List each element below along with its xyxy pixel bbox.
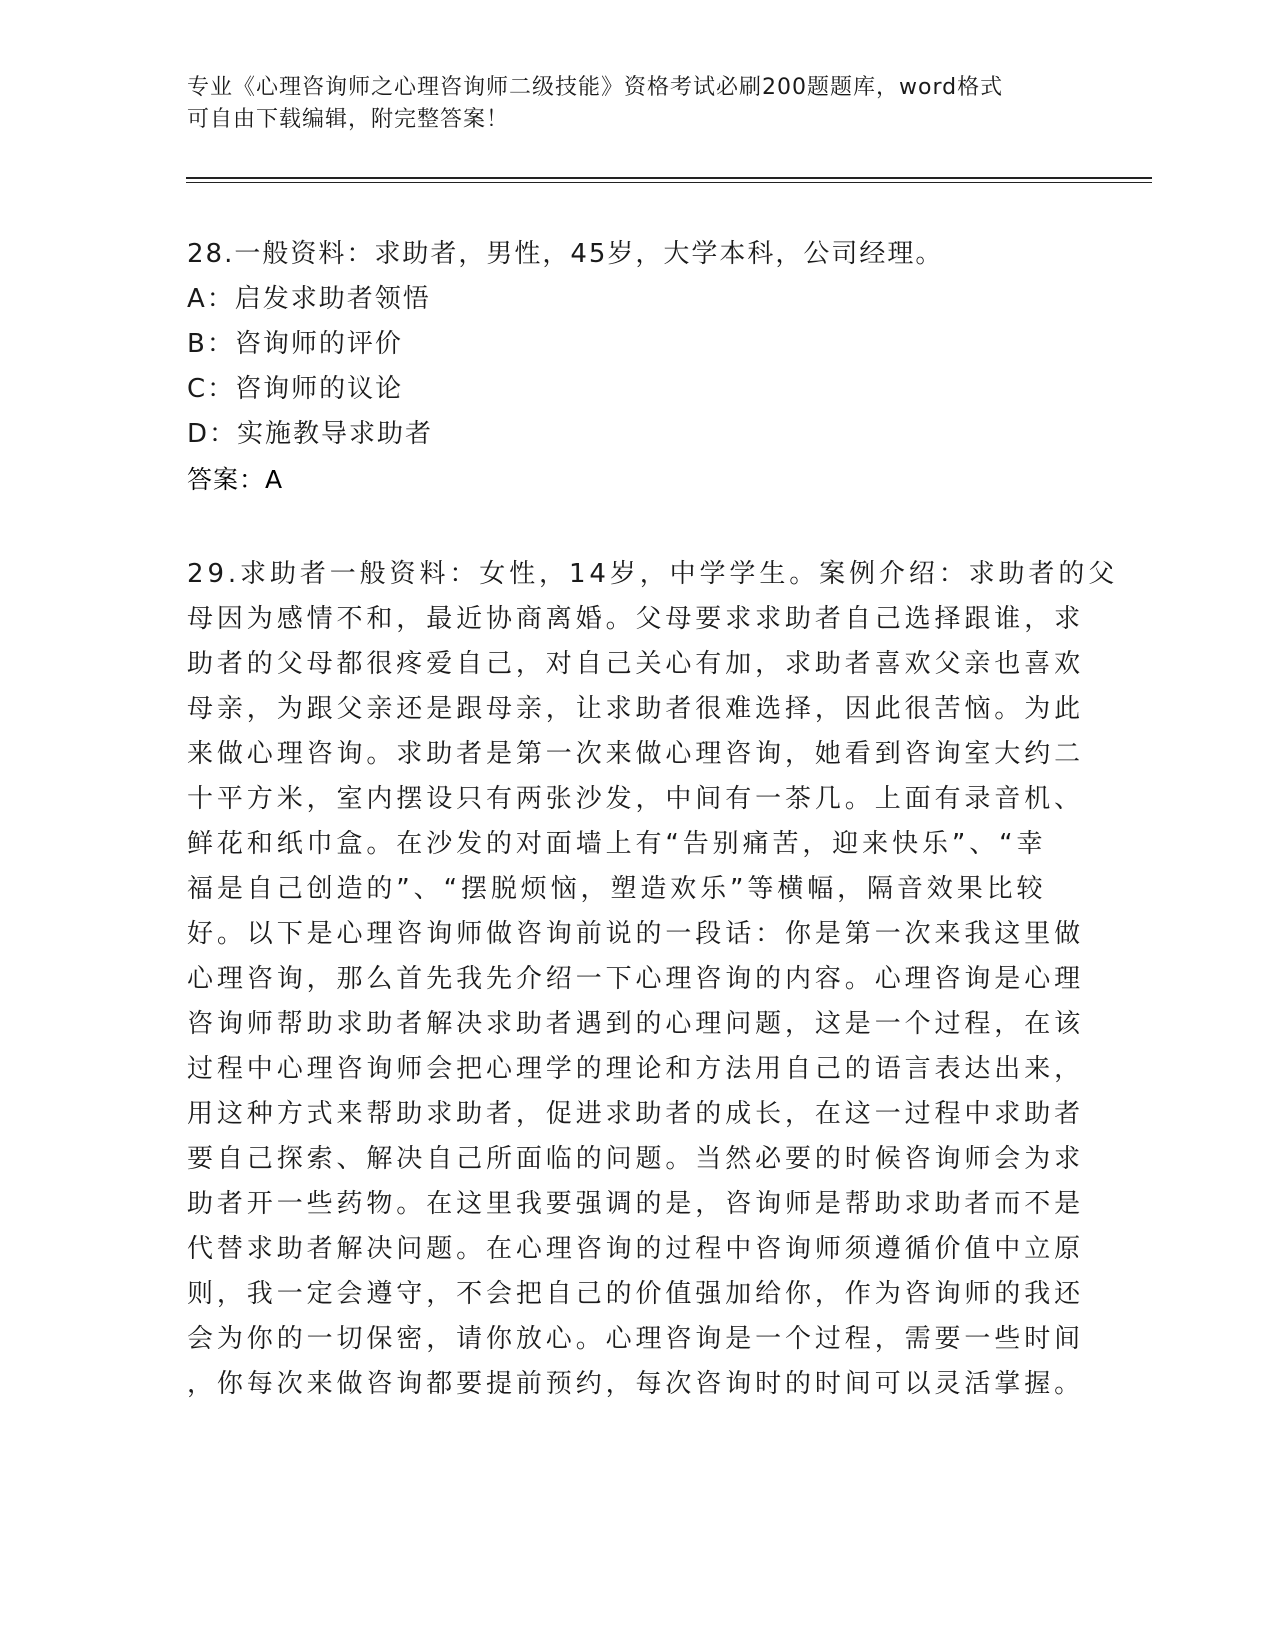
question-28-option-a: A：启发求助者领悟 bbox=[187, 284, 431, 314]
question-29-line: 会为你的一切保密，请你放心。心理咨询是一个过程，需要一些时间 bbox=[187, 1324, 1085, 1354]
question-28-stem: 28.一般资料：求助者，男性，45岁，大学本科，公司经理。 bbox=[187, 239, 944, 269]
question-29-line: 来做心理咨询。求助者是第一次来做心理咨询，她看到咨询室大约二 bbox=[187, 739, 1085, 769]
question-29-line: 母因为感情不和，最近协商离婚。父母要求求助者自己选择跟谁，求 bbox=[187, 604, 1085, 634]
document-header bbox=[187, 72, 1067, 136]
question-29-line: 代替求助者解决问题。在心理咨询的过程中咨询师须遵循价值中立原 bbox=[187, 1234, 1085, 1264]
question-29-line: 心理咨询，那么首先我先介绍一下心理咨询的内容。心理咨询是心理 bbox=[187, 964, 1085, 994]
question-29-line: 母亲，为跟父亲还是跟母亲，让求助者很难选择，因此很苦恼。为此 bbox=[187, 694, 1085, 724]
question-29-line: 助者开一些药物。在这里我要强调的是，咨询师是帮助求助者而不是 bbox=[187, 1189, 1085, 1219]
question-29-line: 29.求助者一般资料：女性，14岁，中学学生。案例介绍：求助者的父 bbox=[187, 559, 1119, 589]
question-29-line: 好。以下是心理咨询师做咨询前说的一段话：你是第一次来我这里做 bbox=[187, 919, 1085, 949]
question-29-line: 鲜花和纸巾盒。在沙发的对面墙上有“告别痛苦，迎来快乐”、“幸 bbox=[187, 829, 1047, 859]
question-29-line: 助者的父母都很疼爱自己，对自己关心有加，求助者喜欢父亲也喜欢 bbox=[187, 649, 1085, 679]
question-29-line: 则，我一定会遵守，不会把自己的价值强加给你，作为咨询师的我还 bbox=[187, 1279, 1085, 1309]
question-29 bbox=[187, 552, 1119, 1407]
question-29-line: 过程中心理咨询师会把心理学的理论和方法用自己的语言表达出来， bbox=[187, 1054, 1085, 1084]
question-29-line: 福是自己创造的”、“摆脱烦恼，塑造欢乐”等横幅，隔音效果比较 bbox=[187, 874, 1047, 904]
question-28-option-b: B：咨询师的评价 bbox=[187, 329, 403, 359]
question-28-option-c: C：咨询师的议论 bbox=[187, 374, 404, 404]
header-divider-thin bbox=[186, 182, 1152, 183]
header-divider-thick bbox=[186, 177, 1152, 179]
question-29-line: 咨询师帮助求助者解决求助者遇到的心理问题，这是一个过程，在该 bbox=[187, 1009, 1085, 1039]
header-title-line-1: 专业《心理咨询师之心理咨询师二级技能》资格考试必刷200题题库，word格式 bbox=[187, 75, 1004, 100]
question-28-option-d: D：实施教导求助者 bbox=[187, 419, 434, 449]
question-29-line: 用这种方式来帮助求助者，促进求助者的成长，在这一过程中求助者 bbox=[187, 1099, 1085, 1129]
header-title-line-2: 可自由下载编辑，附完整答案！ bbox=[187, 107, 510, 132]
question-29-line: 十平方米，室内摆设只有两张沙发，中间有一茶几。上面有录音机、 bbox=[187, 784, 1085, 814]
question-28-answer: 答案：A bbox=[187, 465, 284, 494]
question-29-line: ，你每次来做咨询都要提前预约，每次咨询时的时间可以灵活掌握。 bbox=[187, 1369, 1085, 1399]
question-29-line: 要自己探索、解决自己所面临的问题。当然必要的时候咨询师会为求 bbox=[187, 1144, 1085, 1174]
question-28 bbox=[187, 232, 1087, 502]
